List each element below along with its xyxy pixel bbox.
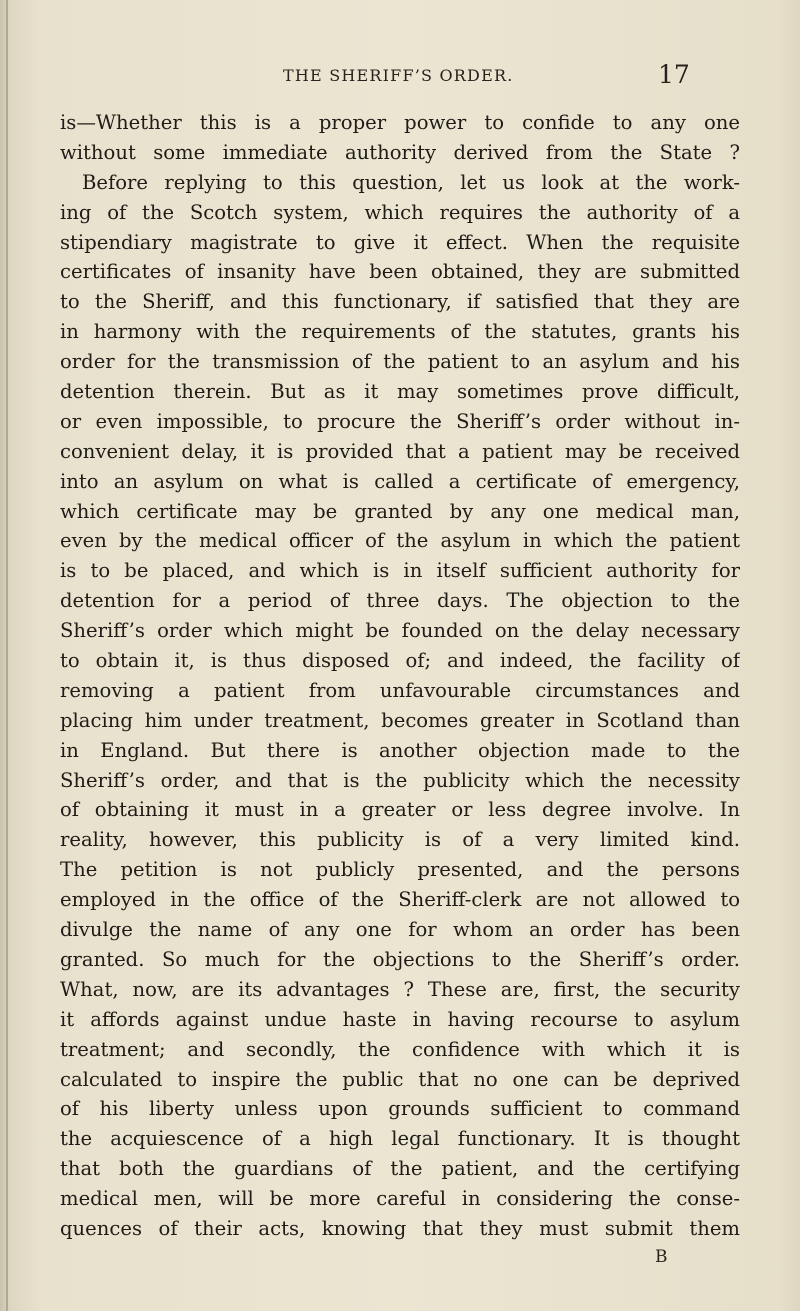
text-line: of obtaining it must in a greater or less degree involve. In [60,798,740,822]
text-line: employed in the office of the Sheriff-clerk are not allowed to [60,888,740,912]
text-line: treatment; and secondly, the confidence with which it is [60,1037,740,1061]
text-line: of his liberty unless upon grounds sufficient to command [60,1097,740,1121]
text-line: that both the guardians of the patient, and the certifying [60,1157,740,1181]
text-line: in England. But there is another objection made to the [60,738,740,762]
text-line: is—Whether this is a proper power to confide to any one [60,111,740,134]
text-line: placing him under treatment, becomes greater in Scotland than [60,708,740,732]
text-line: Sheriff’s order, and that is the publicity which the necessity [60,768,740,792]
text-line: is to be placed, and which is in itself sufficient authority for [60,559,740,583]
text-line: in harmony with the requirements of the statutes, grants his [60,320,740,344]
text-line: granted. So much for the objections to the Sheriff’s order. [60,947,740,971]
text-line: which certificate may be granted by any one medical man, [60,499,740,523]
text-line: Before replying to this question, let us look at the work- [82,170,740,194]
text-line: it affords against undue haste in having recourse to asylum [60,1007,740,1031]
text-line: quences of their acts, knowing that they must submit them [60,1216,740,1240]
text-line: into an asylum on what is called a certificate of emergency, [60,469,740,493]
page-number: 17 [658,60,690,89]
text-line: without some immediate authority derived from the State ? [60,140,740,164]
text-line: ing of the Scotch system, which requires the authority of a [60,200,740,224]
text-line: to the Sheriff, and this functionary, if satisfied that they are [60,290,740,314]
text-line: the acquiescence of a high legal functionary. It is thought [60,1127,740,1151]
body-text [60,108,740,1244]
text-line: The petition is not publicly presented, and the persons [60,858,740,882]
text-line: order for the transmission of the patient to an asylum and his [60,350,740,374]
text-line: reality, however, this publicity is of a very limited kind. [60,828,740,852]
text-line: medical men, will be more careful in considering the conse- [60,1187,740,1211]
page-gutter [6,0,8,1311]
text-line: What, now, are its advantages ? These are, first, the security [60,977,740,1001]
running-head: THE SHERIFF’S ORDER. [283,66,514,85]
text-line: convenient delay, it is provided that a patient may be received [60,439,740,463]
text-line: Sheriff’s order which might be founded on the delay necessary [60,619,740,643]
text-line: detention therein. But as it may sometimes prove difficult, [60,380,740,404]
text-line: certificates of insanity have been obtained, they are submitted [60,260,740,284]
text-line: stipendiary magistrate to give it effect. When the requisite [60,230,740,254]
text-line: or even impossible, to procure the Sheriff’s order without in- [60,409,740,433]
text-line: to obtain it, is thus disposed of; and indeed, the facility of [60,649,740,673]
page-header [0,60,800,100]
text-line: detention for a period of three days. The objection to the [60,589,740,613]
signature-mark: B [655,1247,668,1267]
text-line: even by the medical officer of the asylum in which the patient [60,529,740,553]
text-line: calculated to inspire the public that no one can be deprived [60,1067,740,1091]
text-line: removing a patient from unfavourable circumstances and [60,678,740,702]
text-line: divulge the name of any one for whom an order has been [60,918,740,942]
